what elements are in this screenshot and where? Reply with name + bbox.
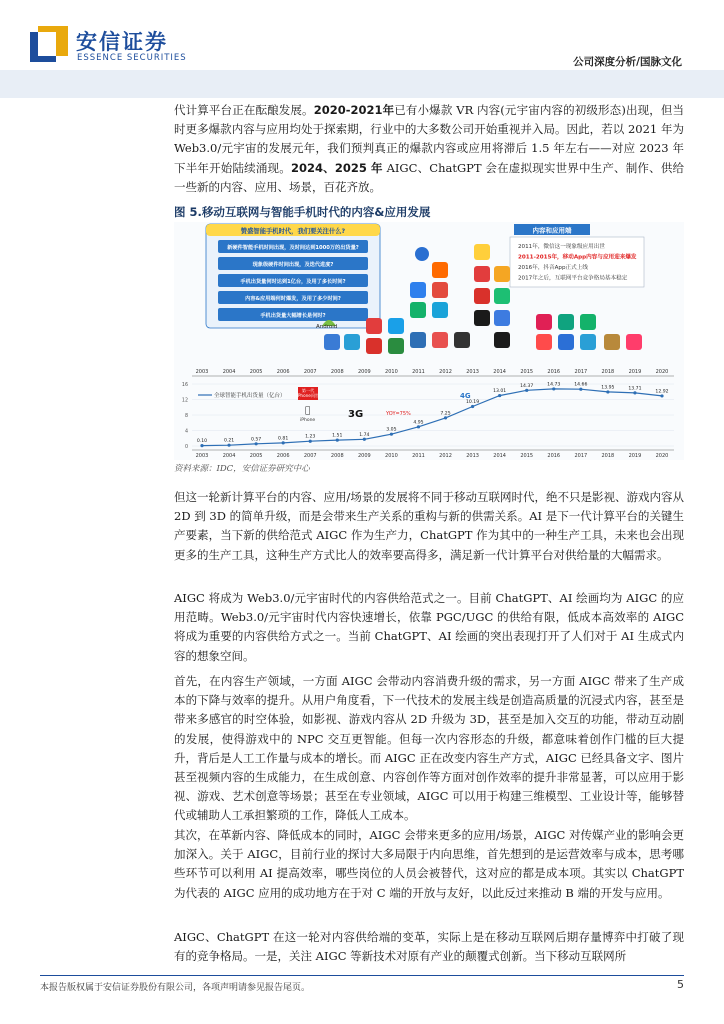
- data-label: 14.73: [547, 382, 561, 388]
- top-year-label: 2019: [628, 369, 642, 375]
- top-year-label: 2012: [439, 369, 452, 375]
- paragraph-2: [174, 589, 684, 666]
- header-band: [0, 70, 724, 98]
- app-icon: [580, 314, 596, 330]
- paragraph-4-text: 其次，在革新内容、降低成本的同时，AIGC 会带来更多的应用/场景，AIGC 对传媒产业的影响会更加深入。关于 AIGC，目前行业的探讨大多局限于内向思维，首先想到的是运营效率与成本，思考哪些环节可以利用 AI 提高效率，哪些岗位的人员会被替代，这对应的都是成本项。其实以 ChatGPT 为代表的 AIGC 应用的成功地方在于对 C 端的开放与友好，以此反过来推动 B 端的开发与应用。: [174, 828, 684, 900]
- app-icon: [388, 338, 404, 354]
- intro-bold-2: 2024、2025 年: [290, 160, 383, 175]
- top-year-label: 2007: [303, 369, 317, 375]
- data-point: [390, 433, 393, 436]
- data-label: 13.01: [493, 389, 507, 395]
- y-tick-label: 12: [181, 398, 188, 404]
- top-year-label: 2004: [222, 369, 236, 375]
- top-year-label: 2011: [412, 369, 425, 375]
- paragraph-5: [174, 928, 684, 966]
- question-item: 手机出货量大幅增长是何时?: [260, 312, 326, 319]
- app-icon: [366, 318, 382, 334]
- data-point: [525, 389, 528, 392]
- paragraph-4: [174, 826, 684, 903]
- android-label: Android: [316, 324, 338, 330]
- data-point: [417, 425, 420, 428]
- data-label: 1.23: [305, 434, 316, 440]
- bottom-year-label: 2013: [466, 453, 479, 459]
- app-icon: [558, 334, 574, 350]
- bottom-year-label: 2006: [276, 453, 290, 459]
- first-iphone-label-line: iPhone问世: [296, 393, 320, 398]
- data-label: 1.74: [359, 432, 370, 438]
- app-icon: [454, 332, 470, 348]
- data-label: 13.95: [601, 385, 615, 391]
- paragraph-1-text: 但这一轮新计算平台的内容、应用/场景的发展将不同于移动互联网时代，绝不只是影视、游戏内容从 2D 到 3D 的简单升级，而是会带来生产关系的重构与新的供需关系。AI 是下一代计算平台的关键生产要素，当下新的供给范式 AIGC 作为生产力，ChatGPT 作为其中的一种生产工具，未来也会出现更多的生产工具，这种生产方式比人的效率要高得多，满足新一代计算平台对供给量的大幅需求。: [174, 490, 684, 562]
- footer-disclaimer: 本报告版权属于安信证券股份有限公司，各项声明请参见报告尾页。: [40, 983, 311, 993]
- app-icon: [474, 288, 490, 304]
- app-icon: [494, 332, 510, 348]
- first-iphone-label-line: 第一代: [301, 388, 315, 393]
- data-label: 13.71: [628, 386, 642, 392]
- data-label: 4.95: [413, 420, 424, 426]
- data-point: [444, 416, 447, 419]
- top-year-label: 2016: [547, 369, 561, 375]
- app-icon: [474, 266, 490, 282]
- company-logo: [30, 22, 187, 68]
- content-line: 2016年，抖音App正式上线: [518, 265, 588, 271]
- data-label: 0.57: [251, 437, 262, 443]
- data-label: 12.92: [655, 389, 669, 395]
- bottom-year-label: 2015: [520, 453, 534, 459]
- data-point: [498, 394, 501, 397]
- intro-text-3: AIGC、ChatGPT 会在虚拟现实世界中生产、制作、供给一些新的内容、应用、场景，百花齐放。: [174, 160, 685, 194]
- y-tick-label: 4: [184, 429, 188, 435]
- figure-source: 资料来源：IDC，安信证券研究中心: [174, 464, 310, 474]
- content-line: 2011年，微信这一现象级应用出世: [518, 244, 605, 250]
- app-icon: [580, 334, 596, 350]
- baidu-icon: [415, 247, 429, 261]
- bottom-year-label: 2007: [303, 453, 317, 459]
- app-icon: [432, 262, 448, 278]
- top-year-label: 2013: [466, 369, 479, 375]
- data-label: 1.51: [332, 433, 343, 439]
- app-icon: [494, 266, 510, 282]
- data-label: 0.21: [223, 438, 235, 444]
- top-year-label: 2015: [520, 369, 534, 375]
- data-point: [633, 391, 636, 394]
- question-item: 内容&应用端何时爆发，及用了多少时间?: [245, 295, 341, 302]
- app-icon: [366, 338, 382, 354]
- top-year-label: 2003: [195, 369, 209, 375]
- data-label: 14.37: [520, 383, 534, 389]
- y-tick-label: 16: [181, 383, 188, 388]
- app-icon: [494, 310, 510, 326]
- 3g-label: 3G: [348, 409, 364, 420]
- bottom-year-label: 2011: [412, 453, 425, 459]
- question-item: 手机出货量何时达到1亿台，及用了多长时间?: [240, 278, 346, 285]
- app-icon: [558, 314, 574, 330]
- content-box-header: 内容和应用端: [532, 226, 572, 235]
- app-icon: [536, 314, 552, 330]
- question-box-header: 赞盛智能手机时代，我们要关注什么?: [240, 228, 346, 235]
- app-icon: [410, 282, 426, 298]
- bottom-year-label: 2014: [493, 453, 507, 459]
- 4g-label: 4G: [460, 392, 471, 400]
- bottom-year-label: 2004: [222, 453, 236, 459]
- data-point: [309, 440, 312, 443]
- bottom-year-label: 2010: [385, 453, 398, 459]
- data-label: 3.05: [386, 427, 397, 433]
- data-point: [606, 390, 609, 393]
- data-point: [471, 405, 474, 408]
- top-year-label: 2009: [357, 369, 371, 375]
- top-year-label: 2006: [276, 369, 290, 375]
- legend-label: 全球智能手机出货量（亿台）: [214, 393, 286, 399]
- app-icon: [626, 334, 642, 350]
- figure-svg: [174, 222, 684, 460]
- content-line: 2017年之后，互联网平台竞争格局基本稳定: [518, 275, 628, 282]
- app-icon: [474, 244, 490, 260]
- app-icon: [324, 334, 340, 350]
- paragraph-1: [174, 488, 684, 565]
- report-type: 公司深度分析/国脉文化: [573, 56, 682, 68]
- data-label: 0.81: [278, 436, 289, 442]
- data-point: [255, 442, 258, 445]
- logo-mark-icon: [30, 26, 68, 64]
- top-year-label: 2018: [601, 369, 615, 375]
- app-icon: [432, 332, 448, 348]
- intro-text-1: 代计算平台正在酝酿发展。: [174, 103, 314, 117]
- paragraph-3-text: 首先，在内容生产领域，一方面 AIGC 会带动内容消费升级的需求，另一方面 AIGC 带来了生产成本的下降与效率的提升。从用户角度看，下一代技术的发展主线是创造高质量的沉浸式内容，甚至是带来多感官的时空体验，如影视、游戏内容从 2D 升级为 3D，甚至是加入交互的功能，带动互动剧的发展，使得游戏中的 NPC 交互更智能。但每一次内容形态的升级，都意味着创作门槛的巨大提升，背后是人工工作量与成本的增长。而 AIGC 正在改变内容生产方式，AIGC 已经具备文字、图片甚至视频内容的生成能力，在生成创意、内容创作等方面对创作效率的提升非常显著，可以应用于影视、游戏、艺术创意等场景；甚至在专业领域，AIGC 可以用于构建三维模型、工业设计等，能够替代或辅助人工承担繁琐的工作，降低人工成本。: [174, 674, 684, 823]
- data-point: [336, 439, 339, 442]
- top-year-label: 2010: [385, 369, 398, 375]
- top-year-label: 2020: [655, 369, 669, 375]
- top-year-label: 2008: [330, 369, 344, 375]
- top-year-label: 2005: [249, 369, 263, 375]
- data-label: 10.19: [466, 400, 480, 406]
- logo-english-name: ESSENCE SECURITIES: [77, 53, 187, 63]
- yoy-label: YOY=75%: [386, 411, 411, 417]
- intro-text-2: 已有小爆款 VR 内容(元宇宙内容的初级形态)出现，但当时更多爆款内容与应用均处于探索期，行业中的大多数公司开始重视并入局。因此，若以 2021 年为 Web3.0/元宇宙的发展元年，我们预判真正的爆款内容或应用将滞后 1.5 年左右——对应 2023 年下半年开始陆续涌现。: [174, 103, 685, 175]
- data-point: [227, 444, 230, 447]
- app-icon: [410, 332, 426, 348]
- question-item: 新硬件智能手机时间出现，及时间达到1000万的出货量?: [227, 244, 359, 251]
- data-point: [282, 441, 285, 444]
- bottom-year-label: 2020: [655, 453, 669, 459]
- data-label: 7.25: [440, 411, 451, 417]
- bottom-year-label: 2003: [195, 453, 209, 459]
- data-point: [660, 394, 663, 397]
- data-point: [552, 387, 555, 390]
- apple-icon: [305, 406, 310, 416]
- bottom-year-label: 2005: [249, 453, 263, 459]
- bottom-year-label: 2008: [330, 453, 344, 459]
- intro-paragraph: [174, 101, 684, 197]
- paragraph-2-text: AIGC 将成为 Web3.0/元宇宙时代的内容供给范式之一。目前 ChatGPT、AI 绘画均为 AIGC 的应用范畴。Web3.0/元宇宙时代内容快速增长，依靠 PGC/UGC 的供给有限，低成本高效率的 AIGC 将成为重要的内容供给方式之一。当前 ChatGPT、AI 绘画的突出表现打开了人们对于 AI 生成式内容的想象空间。: [174, 591, 684, 663]
- bottom-year-label: 2012: [439, 453, 452, 459]
- figure: [174, 222, 684, 460]
- app-icon: [474, 310, 490, 326]
- bottom-year-label: 2018: [601, 453, 615, 459]
- figure-title: 图 5.移动互联网与智能手机时代的内容&应用发展: [174, 204, 684, 225]
- data-point: [579, 388, 582, 391]
- app-icon: [432, 282, 448, 298]
- bottom-year-label: 2019: [628, 453, 642, 459]
- logo-chinese-name: 安信证券: [76, 30, 168, 54]
- footer-divider: [40, 975, 684, 976]
- bottom-year-label: 2016: [547, 453, 561, 459]
- app-icon: [432, 302, 448, 318]
- top-year-label: 2014: [493, 369, 507, 375]
- question-list: [218, 240, 368, 321]
- app-icon: [604, 334, 620, 350]
- data-label: 14.66: [574, 382, 588, 388]
- app-icon: [344, 334, 360, 350]
- app-icon: [536, 334, 552, 350]
- iphone-label: iPhone: [300, 418, 316, 423]
- data-point: [363, 438, 366, 441]
- data-point: [200, 444, 203, 447]
- bottom-year-label: 2009: [357, 453, 371, 459]
- top-year-label: 2017: [574, 369, 588, 375]
- paragraph-3: [174, 672, 684, 826]
- paragraph-5-text: AIGC、ChatGPT 在这一轮对内容供给端的变革，实际上是在移动互联网后期存量博弈中打破了现有的竞争格局。一是，关注 AIGC 等新技术对原有产业的颠覆式创新。当下移动互联网所: [174, 930, 684, 964]
- app-icon: [410, 302, 426, 318]
- page-number: 5: [677, 978, 684, 991]
- bottom-year-label: 2017: [574, 453, 588, 459]
- content-line: 2011-2015年，移动App内容与应用迎来爆发: [518, 254, 637, 261]
- question-item: 现象级硬件时间出现，及迭代进度?: [252, 261, 334, 268]
- app-icon: [494, 288, 510, 304]
- y-tick-label: 0: [184, 445, 188, 450]
- data-label: 0.10: [196, 439, 208, 445]
- y-tick-label: 8: [184, 414, 188, 419]
- intro-bold-1: 2020-2021年: [313, 103, 395, 117]
- app-icon: [388, 318, 404, 334]
